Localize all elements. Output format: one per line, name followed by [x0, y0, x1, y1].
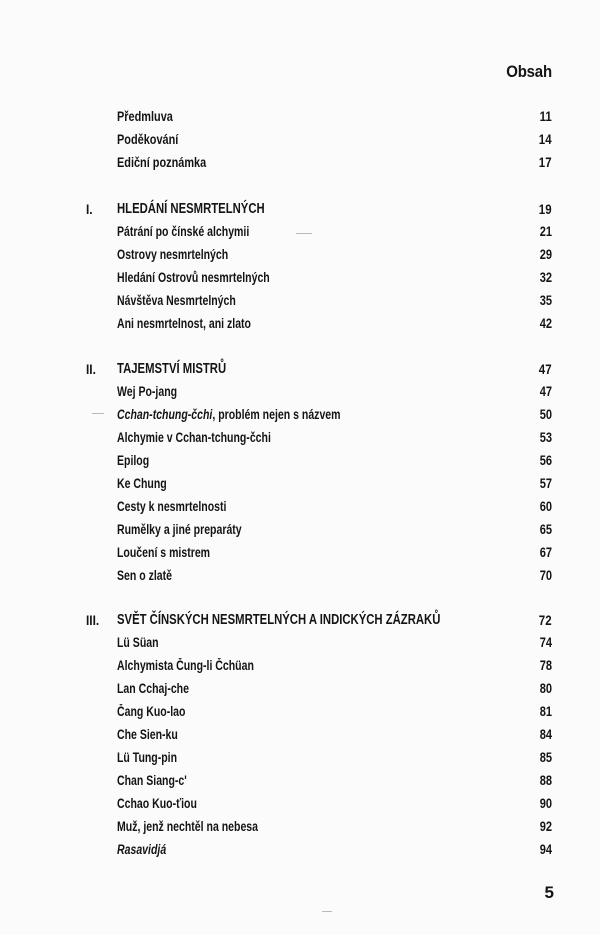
toc-entry-page: 14	[539, 131, 552, 147]
toc-entry-page: 88	[539, 773, 552, 788]
toc-entry	[0, 499, 600, 521]
toc-entry-page: 92	[539, 819, 552, 834]
toc-entry-title: Alchymie v Cchan-tchung-čchi	[117, 430, 271, 445]
toc-entry-page: 84	[539, 727, 552, 742]
toc-entry	[0, 224, 600, 246]
toc-entry	[0, 154, 600, 176]
toc-entry-title: Loučení s mistrem	[117, 545, 211, 560]
toc-entry	[0, 635, 600, 657]
toc-entry-page: 42	[539, 316, 552, 331]
toc-entry-title: Lü Süan	[117, 635, 159, 650]
toc-entry-title: Alchymista Čung-li Čchüan	[117, 658, 254, 673]
toc-entry-page: 17	[539, 154, 552, 170]
toc-entry-page: 70	[539, 568, 552, 583]
toc-entry-title: Návštěva Nesmrtelných	[117, 293, 236, 308]
toc-entry	[0, 293, 600, 315]
toc-entry	[0, 131, 600, 153]
toc-entry-title: Rasavidjá	[117, 842, 167, 857]
toc-entry-page: 21	[539, 224, 552, 239]
toc-entry	[0, 430, 600, 452]
toc-entry-page: 78	[539, 658, 552, 673]
toc-entry-page: 94	[539, 842, 552, 857]
toc-entry-title: Sen o zlatě	[117, 568, 173, 583]
toc-entry-page: 29	[539, 247, 552, 262]
toc-entry	[0, 316, 600, 338]
chapter-title: SVĚT ČÍNSKÝCH NESMRTELNÝCH A INDICKÝCH ZÁZRAKŮ	[117, 612, 441, 628]
toc-entry-title: Poděkování	[117, 131, 179, 147]
toc-entry	[0, 108, 600, 130]
toc-entry	[0, 704, 600, 726]
toc-entry-page: 53	[539, 430, 552, 445]
toc-entry-title: Ediční poznámka	[117, 154, 207, 170]
chapter-number: III.	[86, 612, 100, 628]
chapter-number: I.	[86, 201, 93, 217]
toc-entry-title-italic: Cchan-tchung-čchi	[117, 407, 213, 422]
toc-entry	[0, 842, 600, 864]
toc-entry-page: 90	[539, 796, 552, 811]
toc-entry	[0, 407, 600, 429]
toc-entry	[0, 796, 600, 818]
toc-entry-title: Epilog	[117, 453, 150, 468]
chapter-page: 19	[539, 201, 552, 217]
toc-entry-title: Ke Chung	[117, 476, 167, 491]
chapter-heading-2	[0, 361, 600, 383]
scan-speck	[92, 413, 104, 414]
chapter-title: TAJEMSTVÍ MISTRŮ	[117, 361, 227, 377]
toc-entry-title: Ostrovy nesmrtelných	[117, 247, 229, 262]
toc-entry	[0, 270, 600, 292]
toc-entry-page: 47	[539, 384, 552, 399]
toc-entry-title-rest: , problém nejen s názvem	[212, 407, 341, 422]
toc-entry-page: 67	[539, 545, 552, 560]
scan-speck	[296, 233, 312, 234]
toc-entry-page: 81	[539, 704, 552, 719]
toc-entry-page: 74	[539, 635, 552, 650]
toc-entry-title: Rumělky a jiné preparáty	[117, 522, 242, 537]
chapter-heading-1	[0, 201, 600, 223]
toc-entry-title: Hledání Ostrovů nesmrtelných	[117, 270, 270, 285]
toc-entry	[0, 819, 600, 841]
toc-entry-page: 80	[539, 681, 552, 696]
chapter-title: HLEDÁNÍ NESMRTELNÝCH	[117, 201, 265, 217]
toc-entry-page: 57	[539, 476, 552, 491]
toc-entry-page: 85	[539, 750, 552, 765]
toc-entry-title: Chan Siang-c'	[117, 773, 187, 788]
chapter-page: 47	[539, 361, 552, 377]
toc-entry-title: Wej Po-jang	[117, 384, 178, 399]
toc-entry-page: 11	[539, 108, 552, 124]
toc-entry-title: Předmluva	[117, 108, 173, 124]
toc-entry-page: 32	[539, 270, 552, 285]
chapter-heading-3	[0, 612, 600, 634]
toc-entry-page: 60	[539, 499, 552, 514]
chapter-number: II.	[86, 361, 96, 377]
toc-entry-title: Ani nesmrtelnost, ani zlato	[117, 316, 251, 331]
toc-entry-page: 35	[539, 293, 552, 308]
toc-entry	[0, 545, 600, 567]
toc-entry-title: Lan Cchaj-che	[117, 681, 189, 696]
chapter-page: 72	[539, 612, 552, 628]
toc-entry	[0, 727, 600, 749]
toc-entry-title: Che Sien-ku	[117, 727, 178, 742]
toc-entry	[0, 247, 600, 269]
toc-entry	[0, 750, 600, 772]
toc-entry	[0, 453, 600, 475]
toc-entry	[0, 522, 600, 544]
toc-entry	[0, 568, 600, 590]
toc-entry	[0, 773, 600, 795]
toc-entry	[0, 658, 600, 680]
toc-entry-title: Cchao Kuo-ťiou	[117, 796, 197, 811]
scan-speck	[322, 911, 332, 912]
toc-entry-title: Cesty k nesmrtelnosti	[117, 499, 227, 514]
toc-entry-page: 65	[539, 522, 552, 537]
toc-entry-title	[117, 407, 341, 422]
toc-entry-page: 56	[539, 453, 552, 468]
toc-entry	[0, 476, 600, 498]
toc-entry-page: 50	[539, 407, 552, 422]
toc-entry-title: Čang Kuo-lao	[117, 704, 186, 719]
toc-entry	[0, 681, 600, 703]
toc-entry-title: Lü Tung-pin	[117, 750, 178, 765]
page-number: 5	[544, 883, 554, 902]
toc-entry-title: Muž, jenž nechtěl na nebesa	[117, 819, 259, 834]
page-title: Obsah	[506, 62, 552, 81]
toc-entry-title: Pátrání po čínské alchymii	[117, 224, 250, 239]
toc-entry	[0, 384, 600, 406]
